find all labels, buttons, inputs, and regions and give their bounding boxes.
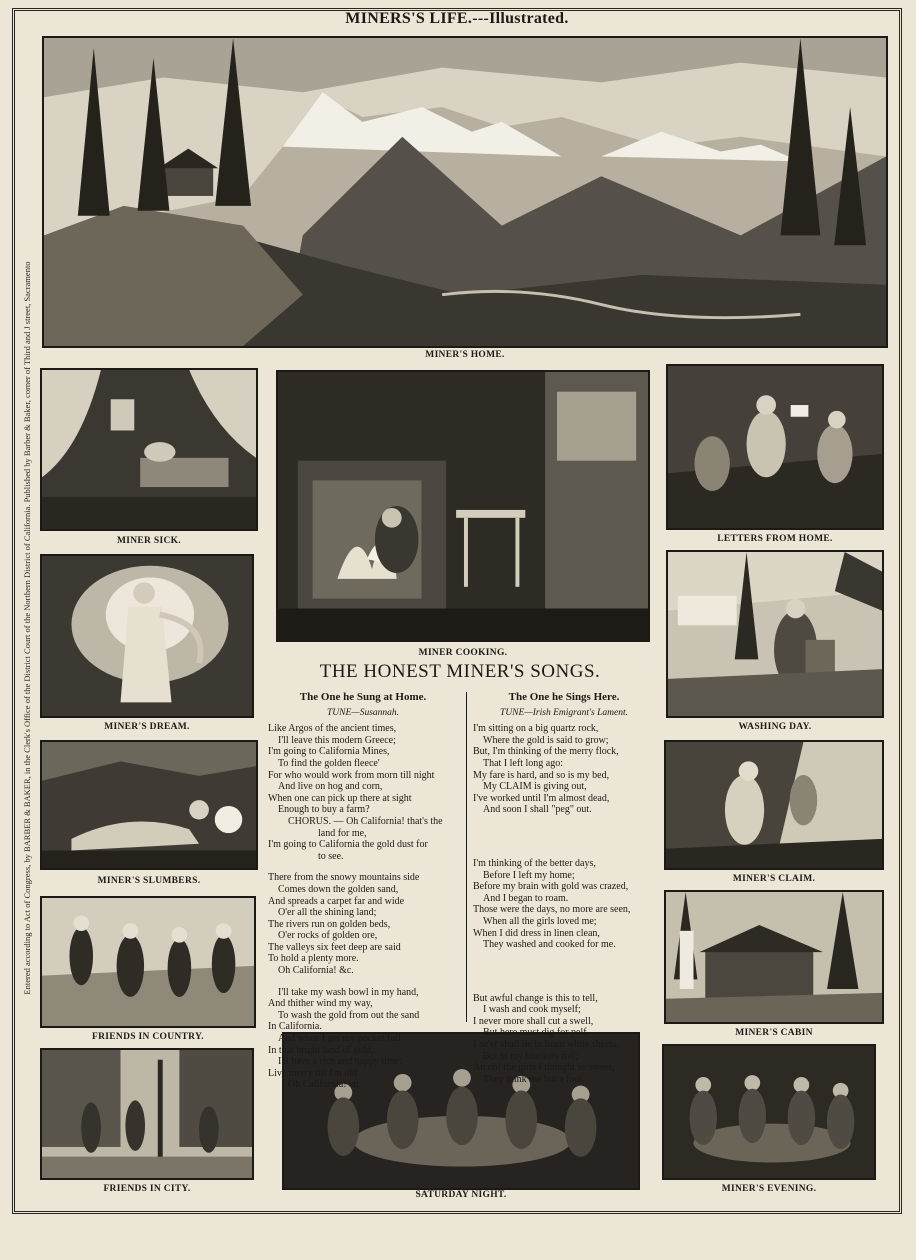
illustration-letters-from-home (666, 364, 884, 530)
song-right-stanza-2 (473, 858, 655, 951)
illustration-miners-claim (664, 740, 884, 870)
song-line: And spreads a carpet far and wide (268, 895, 405, 907)
song-line: to see. (268, 850, 344, 862)
song-line: I'll take my wash bowl in my hand, (268, 986, 419, 998)
caption-miners-slumbers: MINER'S SLUMBERS. (97, 876, 201, 886)
song-line: They think me but a fool. (473, 1073, 585, 1085)
illustration-miners-cabin (664, 890, 884, 1024)
song-line: land for me, (268, 827, 367, 839)
song-line: Comes down the golden sand, (268, 883, 399, 895)
illustration-miners-home (42, 36, 888, 348)
song-left-stanza-1 (268, 723, 458, 862)
illustration-friends-in-city (40, 1048, 254, 1180)
song-line: I'll have a rich and happy time: (268, 1056, 402, 1068)
song-line: There from the snowy mountains side (268, 872, 420, 884)
song-line: And soon I shall "peg" out. (473, 804, 592, 816)
song-line: Oh California! &c. (268, 965, 354, 977)
caption-miners-dream: MINER'S DREAM. (104, 722, 190, 732)
song-line: To find the golden fleece' (268, 757, 380, 769)
song-line: Before I left my home; (473, 869, 575, 881)
song-line: My CLAIM is giving out, (473, 781, 587, 793)
song-line: When one can pick up there at sight (268, 792, 412, 804)
song-line: But in my blankets roll; (473, 1050, 578, 1062)
song-line: And thither wind my way, (268, 998, 373, 1010)
illustration-washing-day (666, 550, 884, 718)
song-right-heading: The One he Sings Here. (508, 691, 620, 703)
song-line: And when I get my pocket full (268, 1033, 401, 1045)
song-line: But, I'm thinking of the merry flock, (473, 746, 619, 758)
song-line: Where the gold is said to grow; (473, 734, 609, 746)
song-line: And I began to roam. (473, 892, 569, 904)
caption-miners-cabin: MINER'S CABIN (735, 1028, 813, 1038)
song-line: When I did dress in linen clean, (473, 927, 600, 939)
caption-saturday-night: SATURDAY NIGHT. (415, 1190, 507, 1200)
songs-section (266, 661, 654, 1091)
song-line: For who would work from morn till night (268, 769, 435, 781)
song-right (466, 691, 655, 1085)
song-line: In California. (268, 1021, 322, 1033)
song-line: I'll leave this modern Greece; (268, 734, 396, 746)
song-line: Live merry till I'm old (268, 1067, 358, 1079)
song-line: In that bright land of gold, (268, 1044, 374, 1056)
song-line: That I left long ago: (473, 757, 563, 769)
song-left-heading: The One he Sung at Home. (299, 691, 427, 703)
song-left-tune: TUNE—Susannah. (326, 707, 400, 718)
page-title: MINERS'S LIFE.---Illustrated. (345, 10, 569, 27)
song-line: I've worked until I'm almost dead, (473, 792, 610, 804)
illustration-miners-dream (40, 554, 254, 718)
song-line: Oh California! etc. (268, 1079, 364, 1091)
song-left (268, 692, 458, 1091)
song-line: An oh! the girls I thought so sweet, (473, 1062, 615, 1074)
songs-title: THE HONEST MINER'S SONGS. (319, 661, 601, 682)
song-line: They washed and cooked for me. (473, 939, 616, 951)
copyright-note: Entered according to Act of Congress, by BARBER & BAKER, in the Clerk's Office of the District Court of the Northern District of California. Published by Barber & Baker, corner of Third and J street, Sacramento (22, 261, 32, 995)
song-line: Those were the days, no more are seen, (473, 904, 631, 916)
song-line: I'm going to California the gold dust for (268, 839, 428, 851)
song-right-stanza-3 (473, 993, 655, 1086)
song-line: The valleys six feet deep are said (268, 941, 401, 953)
song-line: I never more shall cut a swell, (473, 1015, 594, 1027)
song-line: Enough to buy a farm? (268, 804, 370, 816)
song-left-stanza-3 (268, 987, 458, 1091)
song-line: O'er all the shining land; (268, 907, 377, 919)
song-right-stanza-1 (473, 723, 655, 816)
song-line: When all the girls loved me; (473, 915, 597, 927)
song-line: But here must dig for pelf. (473, 1027, 590, 1039)
caption-miners-evening: MINER'S EVENING. (721, 1184, 817, 1194)
song-line: To hold a plenty more. (268, 953, 359, 965)
caption-friends-in-city: FRIENDS IN CITY. (103, 1184, 191, 1194)
song-left-stanza-2 (268, 872, 458, 976)
song-line: I'm sitting on a big quartz rock, (473, 723, 599, 735)
caption-miners-claim: MINER'S CLAIM. (732, 874, 816, 884)
song-line: Like Argos of the ancient times, (268, 723, 397, 735)
song-line: To wash the gold from out the sand (268, 1009, 420, 1021)
caption-miners-home: MINER'S HOME. (425, 350, 505, 360)
illustration-friends-in-country (40, 896, 256, 1028)
song-line: But awful change is this to tell, (473, 992, 598, 1004)
caption-letters-from-home: LETTERS FROM HOME. (717, 534, 833, 544)
song-line: O'er rocks of golden ore, (268, 930, 378, 942)
song-line: Before my brain with gold was crazed, (473, 881, 629, 893)
song-line: I'm going to California Mines, (268, 746, 390, 758)
song-right-tune: TUNE—Irish Emigrant's Lament. (500, 707, 628, 718)
illustration-miners-evening (662, 1044, 876, 1180)
song-line: The rivers run on golden beds, (268, 918, 391, 930)
illustration-miner-sick (40, 368, 258, 531)
song-line: My fare is hard, and so is my bed, (473, 769, 610, 781)
illustration-miner-cooking (276, 370, 650, 642)
illustration-miners-slumbers (40, 740, 258, 870)
caption-miner-sick: MINER SICK. (116, 536, 181, 546)
song-line: And live on hog and corn, (268, 781, 383, 793)
song-line: CHORUS. — Oh California! that's the (268, 815, 443, 827)
song-line: I ne'er shall lie in linen white sheets, (473, 1039, 619, 1051)
song-line: I wash and cook myself; (473, 1004, 581, 1016)
caption-washing-day: WASHING DAY. (738, 722, 812, 732)
song-line: I'm thinking of the better days, (473, 857, 596, 869)
caption-miner-cooking: MINER COOKING. (418, 648, 508, 658)
caption-friends-in-country: FRIENDS IN COUNTRY. (92, 1032, 204, 1042)
